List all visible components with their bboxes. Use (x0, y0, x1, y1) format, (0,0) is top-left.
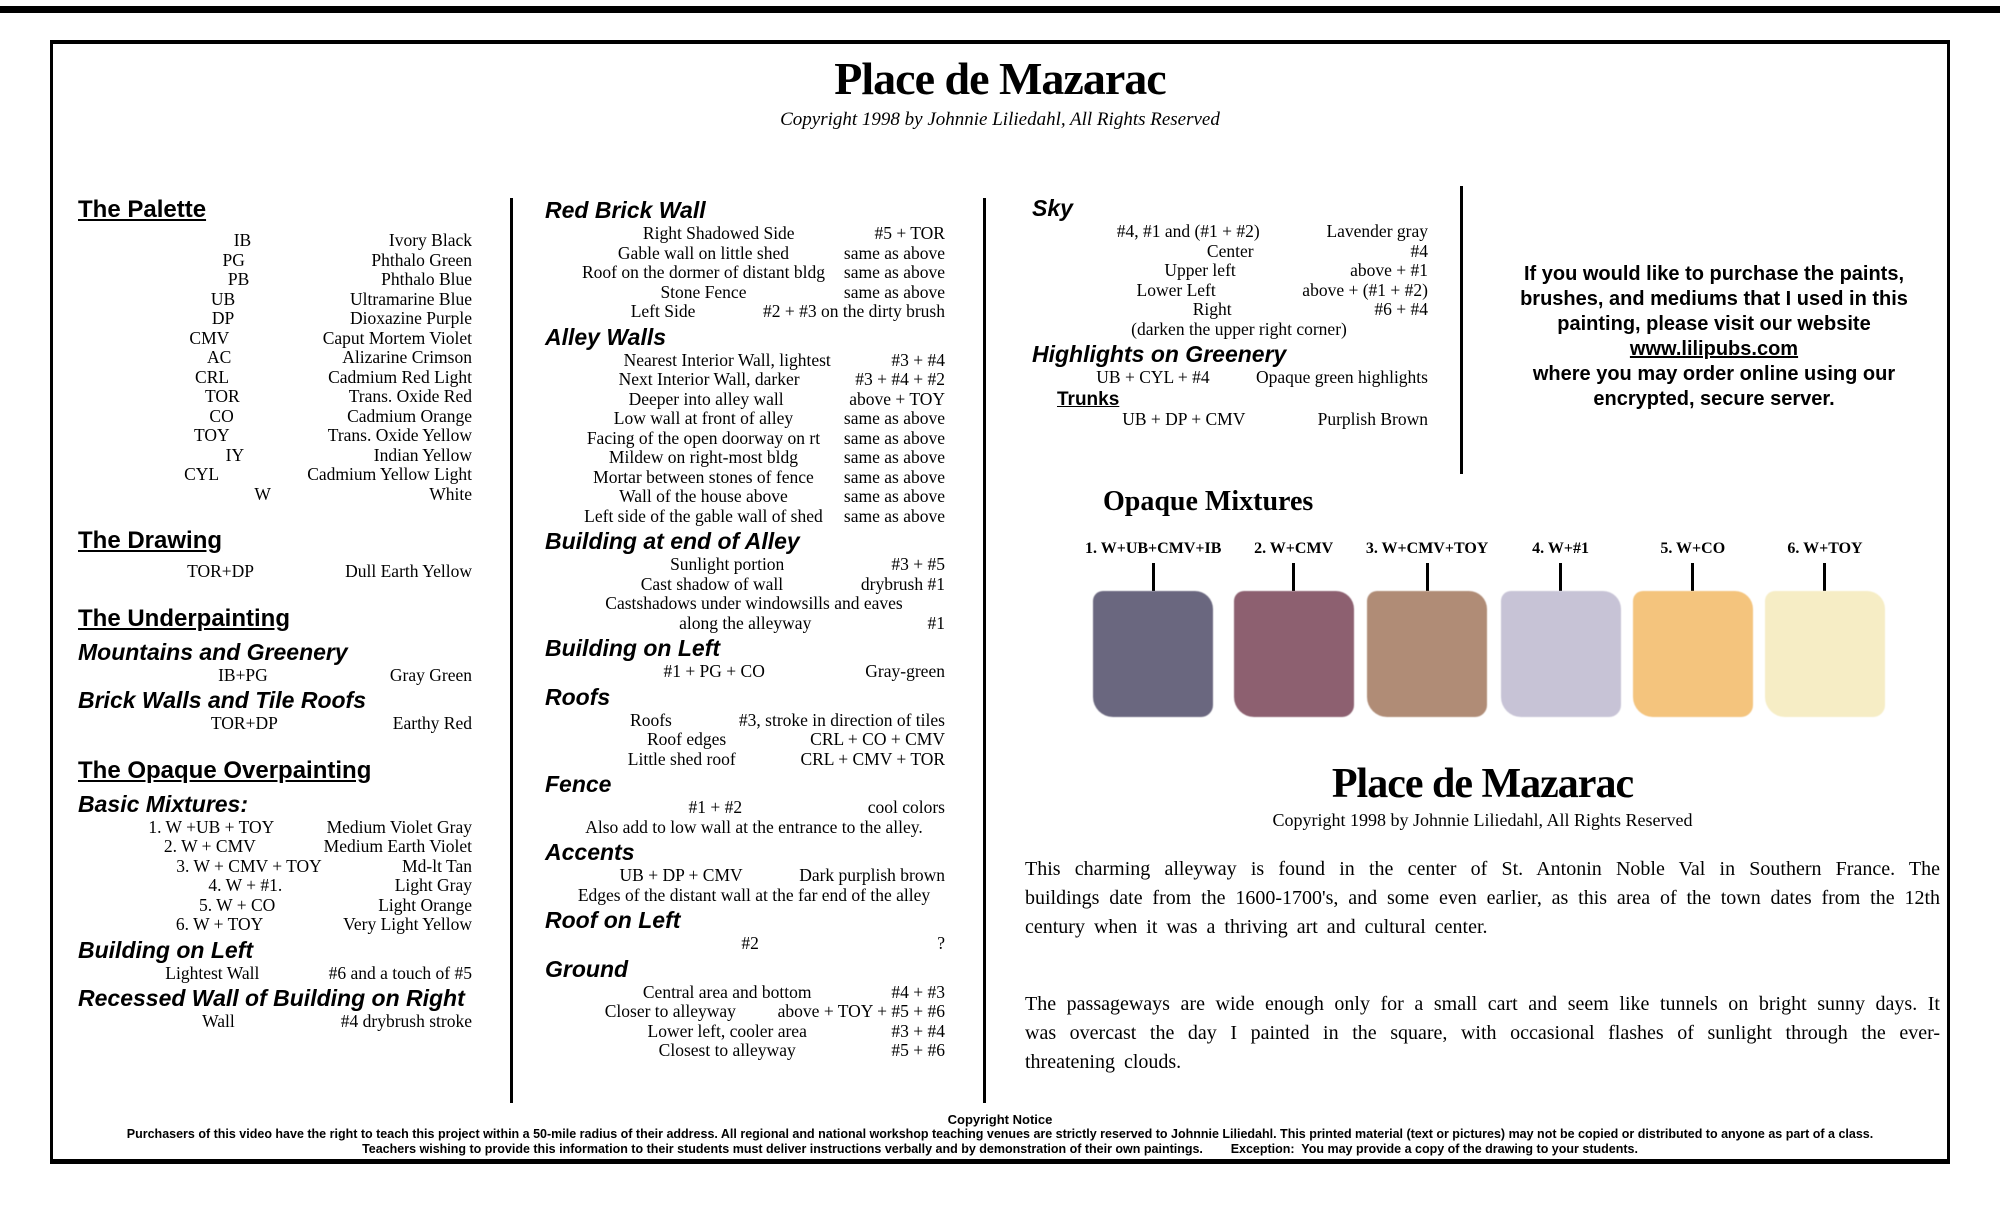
section-heading-text: Trunks (1057, 388, 1120, 410)
entry-value: #5 + #6 (891, 1040, 945, 1060)
entry-label: UB + DP + CMV (1122, 408, 1246, 429)
entry-label: #1 + PG + CO (663, 661, 765, 681)
column-block (78, 446, 472, 466)
instructions-column (545, 198, 945, 1061)
section-heading-text: Mountains and Greenery (78, 638, 348, 665)
entry-label: Wall of the house above (619, 486, 788, 506)
column-block (545, 594, 945, 614)
entry-value: #3 + #4 (891, 349, 945, 370)
entry-value: Alizarine Crimson (342, 347, 472, 367)
copyright-notice-line2: Teachers wishing to provide this information to their students must deliver instructions verbally and by demonstration of their own paintings. Exception: You may provide a copy of the drawing to your students. (362, 1142, 1638, 1156)
entry-value: Ivory Black (388, 230, 472, 250)
entry-value: Very Light Yellow (343, 914, 472, 934)
entry-value: Light Orange (378, 894, 472, 915)
column-divider-left (510, 198, 513, 1103)
entry-value: Dioxazine Purple (350, 308, 472, 328)
column-block (78, 309, 472, 329)
entry-label: Closest to alleyway (658, 1040, 796, 1060)
entry-label: Stone Fence (660, 281, 747, 302)
sky-column (1032, 196, 1428, 429)
column-block (545, 325, 945, 350)
column-block (78, 231, 472, 251)
column-block (1032, 320, 1428, 340)
entry-value: Ultramarine Blue (350, 288, 472, 309)
column-block (78, 714, 472, 734)
description-paragraph: This charming alleyway is found in the center of St. Antonin Noble Val in Southern France. The buildings date from the 1600-1700's, and some even earlier, as this area of the town dates from the 12th century when it was a thriving art and cultural center. (1025, 858, 1940, 938)
section-heading-text: Roofs (545, 683, 611, 710)
column-block (78, 876, 472, 896)
column-block (545, 468, 945, 488)
column-block (545, 730, 945, 750)
entry-label: Castshadows under windowsills and eaves (605, 593, 903, 613)
entry-label: DP (211, 308, 235, 328)
entry-value: Gray-green (865, 661, 945, 681)
entry-value: CRL + CO + CMV (810, 729, 945, 749)
section-heading-text: Red Brick Wall (545, 197, 706, 223)
entry-label: UB + DP + CMV (619, 865, 743, 885)
column-block (1032, 410, 1428, 430)
entry-value: Earthy Red (392, 713, 472, 733)
entry-value: above + (#1 + #2) (1302, 279, 1428, 300)
description-section (1025, 760, 1940, 1077)
column-block (545, 244, 945, 264)
purchase-text-line: where you may order online using our (1532, 363, 1896, 385)
swatch-color-patch (1234, 591, 1354, 717)
column-block (78, 270, 472, 290)
column-block (545, 662, 945, 682)
column-block (1032, 368, 1428, 388)
entry-label: Wall (202, 1011, 235, 1031)
section-heading-text: Alley Walls (545, 323, 667, 350)
purchase-text-line: www.lilipubs.com (1629, 338, 1799, 360)
column-block (545, 798, 945, 818)
entry-value: Lavender gray (1326, 221, 1428, 241)
column-block (78, 290, 472, 310)
entry-label: Sunlight portion (670, 554, 785, 574)
entry-value: #3 + #5 (891, 554, 945, 574)
swatch-label: 6. W+TOY (1787, 540, 1863, 557)
swatch-label: 3. W+CMV+TOY (1365, 540, 1489, 557)
palette-column (78, 197, 472, 1032)
column-block (545, 390, 945, 410)
entry-label: Roof on the dormer of distant bldg (581, 262, 825, 282)
section-heading-text: The Palette (78, 196, 207, 223)
swatch-color-patch (1765, 591, 1885, 717)
entry-value: Trans. Oxide Yellow (327, 425, 472, 445)
entry-label: UB + CYL + #4 (1096, 367, 1210, 387)
column-block (545, 224, 945, 244)
column-block (78, 329, 472, 349)
entry-value: #4 (1410, 240, 1428, 261)
entry-value: Gray Green (389, 664, 472, 685)
entry-label: #4, #1 and (#1 + #2) (1116, 221, 1260, 241)
column-block (545, 983, 945, 1003)
column-block (78, 666, 472, 686)
column-block (545, 614, 945, 634)
entry-label: Roofs (630, 709, 672, 730)
entry-label: Roof edges (646, 729, 727, 749)
entry-value: same as above (843, 486, 945, 506)
paint-swatch (1765, 540, 1885, 717)
entry-value: #2 + #3 on the dirty brush (763, 301, 945, 321)
column-block (78, 528, 472, 554)
entry-value: Md-lt Tan (402, 855, 472, 876)
column-block (545, 283, 945, 303)
swatch-pointer-line (1152, 563, 1155, 591)
entry-label: Nearest Interior Wall, lightest (623, 349, 831, 370)
painting-title: Place de Mazarac (1331, 761, 1634, 807)
entry-value: #4 drybrush stroke (340, 1011, 472, 1031)
entry-label: Lower left, cooler area (647, 1020, 807, 1041)
column-block (545, 908, 945, 933)
entry-value: Dull Earth Yellow (345, 561, 472, 581)
paint-swatch (1501, 540, 1621, 717)
column-block (78, 387, 472, 407)
paint-swatch (1234, 540, 1354, 717)
section-heading-text: Building on Left (545, 635, 721, 661)
entry-label: Gable wall on little shed (617, 242, 789, 263)
column-block (545, 934, 945, 954)
entry-label: Low wall at front of alley (613, 408, 794, 428)
entry-label: W (254, 483, 271, 504)
entry-label: Left side of the gable wall of shed (584, 505, 823, 526)
column-block (545, 818, 945, 838)
entry-label: 1. W +UB + TOY (148, 816, 275, 837)
entry-value: Cadmium Red Light (328, 366, 472, 387)
swatch-color-patch (1501, 591, 1621, 717)
swatch-label: 4. W+#1 (1532, 540, 1589, 557)
copyright-notice-title: Copyright Notice (947, 1112, 1053, 1127)
entry-label: #1 + #2 (688, 797, 743, 817)
column-block (1032, 242, 1428, 262)
entry-label: TOR+DP (187, 561, 255, 581)
column-block (1032, 196, 1428, 221)
entry-value: same as above (843, 427, 945, 448)
column-block (78, 938, 472, 963)
swatch-color-patch (1633, 591, 1753, 717)
entry-label: 2. W + CMV (163, 836, 256, 856)
paint-swatch (1366, 540, 1489, 717)
column-block (78, 837, 472, 857)
column-block (78, 197, 472, 223)
swatch-color-patch (1367, 591, 1487, 717)
swatch-pointer-line (1292, 563, 1295, 591)
column-block (545, 866, 945, 886)
entry-value: drybrush #1 (860, 573, 945, 594)
section-heading-text: Brick Walls and Tile Roofs (78, 687, 367, 713)
copyright-notice-line1: Purchasers of this video have the right to teach this project within a 50-mile radius of their address. All regional and national workshop teaching venues are strictly reserved to Johnnie Liliedahl. This printed material (text or pictures) may not be copied or distributed to anyone as part of a class. (126, 1127, 1874, 1141)
column-block (78, 915, 472, 935)
column-block (545, 198, 945, 223)
entry-label: Also add to low wall at the entrance to the alley. (585, 816, 923, 837)
section-heading-text: The Underpainting (78, 604, 290, 632)
purchase-text-line: painting, please visit our website (1557, 313, 1871, 335)
column-block (545, 886, 945, 906)
paint-swatch (1633, 540, 1753, 717)
column-block (78, 606, 472, 632)
purchase-text-line: encrypted, secure server. (1593, 388, 1835, 410)
entry-label: IB+PG (218, 664, 268, 685)
entry-label: CO (209, 405, 234, 426)
column-divider-right (1460, 186, 1463, 474)
swatch-color-patch (1093, 591, 1213, 717)
entry-label: Next Interior Wall, darker (618, 369, 800, 389)
section-heading-text: Sky (1032, 195, 1073, 221)
entry-label: IB (233, 230, 252, 250)
description-copyright-line: Copyright 1998 by Johnnie Liliedahl, All Rights Reserved (1272, 810, 1693, 830)
purchase-text-line: If you would like to purchase the paints, (1523, 263, 1905, 285)
column-block (78, 896, 472, 916)
description-paragraph: The passageways are wide enough only for a small cart and seem like tunnels on bright sunny days. It was overcast the day I painted in the square, with occasional flashes of sunlight through the ever-threatening clouds. (1025, 993, 1940, 1073)
column-block (78, 348, 472, 368)
entry-label: 4. W + #1. (208, 875, 283, 895)
column-block (78, 986, 472, 1011)
column-block (1032, 342, 1428, 367)
entry-value: Opaque green highlights (1255, 367, 1428, 387)
column-block (1032, 261, 1428, 281)
column-block (545, 448, 945, 468)
column-block (545, 507, 945, 527)
entry-value: #3 + #4 + #2 (855, 369, 945, 389)
column-block (78, 426, 472, 446)
entry-value: same as above (843, 408, 945, 428)
column-block (545, 409, 945, 429)
entry-label: Closer to alleyway (604, 1001, 736, 1021)
entry-label: CMV (189, 327, 230, 348)
entry-label: 6. W + TOY (175, 914, 264, 934)
column-block (78, 368, 472, 388)
entry-value: same as above (843, 466, 945, 487)
copyright-notice (60, 1112, 1940, 1157)
entry-label: Deeper into alley wall (628, 388, 784, 409)
page-header (50, 52, 1950, 131)
entry-label: Mortar between stones of fence (593, 466, 814, 487)
section-heading-text: Roof on Left (545, 907, 681, 933)
column-block (545, 429, 945, 449)
description-paragraphs (1025, 855, 1940, 1077)
entry-value: same as above (843, 281, 945, 302)
section-heading-text: Highlights on Greenery (1032, 341, 1287, 367)
purchase-info-box (1482, 262, 1946, 412)
scan-edge-bar (0, 6, 2000, 13)
column-block (78, 485, 472, 505)
paint-swatch (1085, 540, 1221, 717)
entry-label: Center (1206, 240, 1254, 261)
swatch-label: 5. W+CO (1660, 540, 1726, 557)
column-block (545, 351, 945, 371)
entry-value: same as above (843, 447, 945, 467)
column-block (545, 575, 945, 595)
swatch-label: 1. W+UB+CMV+IB (1085, 540, 1222, 557)
column-block (545, 1022, 945, 1042)
section-heading-text: Accents (545, 839, 635, 865)
column-block (78, 964, 472, 984)
entry-label: Little shed roof (627, 748, 736, 769)
column-block (1032, 281, 1428, 301)
entry-value: same as above (843, 505, 945, 526)
entry-value: #3 + #4 (891, 1020, 945, 1041)
column-block (1032, 300, 1428, 320)
entry-value: Cadmium Orange (347, 405, 472, 426)
entry-label: Left Side (630, 301, 696, 321)
column-block (78, 792, 472, 817)
entry-value: Light Gray (394, 875, 472, 895)
column-block (545, 529, 945, 554)
column-block (545, 555, 945, 575)
entry-value: same as above (843, 242, 945, 263)
column-block (545, 711, 945, 731)
entry-label: Mildew on right-most bldg (608, 447, 798, 467)
entry-value: Trans. Oxide Red (348, 386, 472, 406)
column-block (545, 1041, 945, 1061)
entry-label: 3. W + CMV + TOY (176, 855, 322, 876)
column-block (1032, 222, 1428, 242)
column-block (545, 957, 945, 982)
entry-label: along the alleyway (679, 612, 812, 633)
opaque-mixtures-section (1085, 486, 1885, 717)
column-block (545, 685, 945, 710)
page-title: Place de Mazarac (834, 53, 1166, 104)
column-block (545, 302, 945, 322)
column-block (545, 487, 945, 507)
entry-label: Right (1192, 299, 1232, 319)
entry-value: Medium Violet Gray (326, 816, 472, 837)
column-block (78, 640, 472, 665)
entry-value: Phthalo Blue (381, 269, 472, 289)
entry-label: TOR+DP (210, 713, 278, 733)
entry-value: above + TOY (849, 388, 945, 409)
column-block (78, 562, 472, 582)
entry-value: #4 + #3 (891, 981, 945, 1002)
column-divider-middle (983, 198, 986, 1103)
entry-value: Caput Mortem Violet (322, 327, 472, 348)
column-block (545, 636, 945, 661)
entry-value: #1 (927, 612, 945, 633)
section-heading-text: Building on Left (78, 936, 254, 963)
section-heading-text: The Opaque Overpainting (78, 756, 372, 784)
entry-value: same as above (843, 262, 945, 282)
entry-label: PB (227, 269, 250, 289)
entry-label: 5. W + CO (198, 894, 276, 915)
entry-value: Cadmium Yellow Light (307, 464, 472, 484)
entry-label: PG (222, 249, 245, 270)
entry-label: #2 (741, 933, 759, 953)
entry-value: cool colors (867, 797, 945, 817)
column-block (78, 1012, 472, 1032)
entry-value: Phthalo Green (371, 249, 472, 270)
entry-label: Cast shadow of wall (640, 573, 784, 594)
entry-label: CRL (195, 366, 230, 387)
entry-value: CRL + CMV + TOR (800, 748, 945, 769)
entry-label: Right Shadowed Side (642, 223, 795, 243)
section-heading-text: Building at end of Alley (545, 528, 800, 554)
entry-label: CYL (184, 464, 220, 484)
swatch-pointer-line (1559, 563, 1562, 591)
column-block (545, 840, 945, 865)
entry-value: ? (937, 933, 945, 953)
column-block (78, 857, 472, 877)
entry-label: UB (210, 288, 236, 309)
swatch-pointer-line (1691, 563, 1694, 591)
column-block (1032, 390, 1428, 410)
entry-value: above + #1 (1350, 260, 1428, 280)
entry-label: TOR (205, 386, 240, 406)
swatch-label: 2. W+CMV (1254, 540, 1334, 557)
entry-label: IY (225, 444, 245, 465)
column-block (78, 465, 472, 485)
column-block (78, 818, 472, 838)
swatch-row (1085, 540, 1885, 717)
section-heading-text: The Drawing (78, 527, 223, 554)
section-heading-text: Fence (545, 771, 612, 797)
column-block (545, 370, 945, 390)
section-heading-text: Ground (545, 955, 629, 982)
column-block (78, 407, 472, 427)
entry-label: Upper left (1164, 260, 1236, 280)
entry-value: Medium Earth Violet (323, 836, 472, 856)
swatch-pointer-line (1823, 563, 1826, 591)
column-block (545, 750, 945, 770)
entry-value: #5 + TOR (874, 223, 945, 243)
entry-label: (darken the upper right corner) (1131, 318, 1347, 339)
entry-label: Facing of the open doorway on rt (586, 427, 821, 448)
entry-value: Indian Yellow (373, 444, 472, 465)
section-heading-text: Recessed Wall of Building on Right (78, 985, 465, 1011)
entry-value: Purplish Brown (1317, 408, 1428, 429)
column-block (78, 251, 472, 271)
entry-label: AC (206, 347, 232, 367)
column-block (545, 1002, 945, 1022)
entry-label: TOY (194, 425, 230, 445)
entry-value: #6 + #4 (1374, 299, 1428, 319)
header-copyright-line: Copyright 1998 by Johnnie Liliedahl, All Rights Reserved (780, 109, 1220, 130)
section-heading-text: Basic Mixtures: (78, 790, 249, 817)
entry-label: Lower Left (1136, 279, 1216, 300)
column-block (78, 688, 472, 713)
purchase-text-line: brushes, and mediums that I used in this (1520, 288, 1908, 310)
entry-value: White (429, 483, 472, 504)
entry-label: Edges of the distant wall at the far end of the alley (577, 884, 931, 905)
entry-value: above + TOY + #5 + #6 (777, 1001, 945, 1021)
column-block (545, 772, 945, 797)
entry-value: Dark purplish brown (799, 865, 945, 885)
column-block (545, 263, 945, 283)
entry-label: Lightest Wall (165, 962, 260, 983)
swatch-pointer-line (1426, 563, 1429, 591)
entry-label: Central area and bottom (642, 981, 812, 1002)
entry-value: #3, stroke in direction of tiles (738, 709, 945, 730)
entry-value: #6 and a touch of #5 (328, 962, 472, 983)
opaque-mixtures-title: Opaque Mixtures (1103, 486, 1314, 517)
column-block (78, 758, 472, 784)
